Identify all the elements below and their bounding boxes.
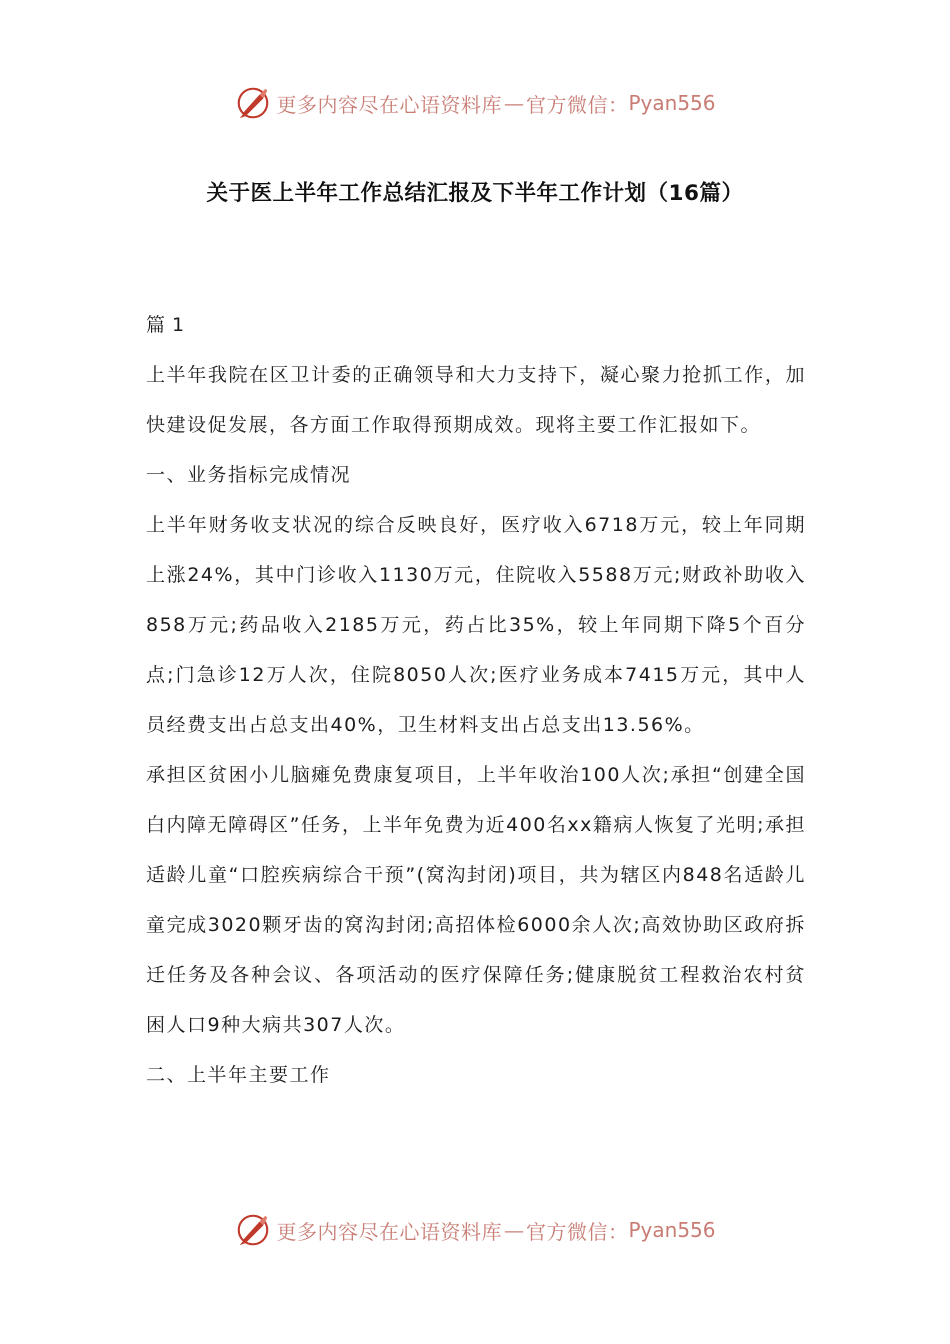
watermark-text: 更多内容尽在心语资料库 bbox=[276, 1219, 502, 1244]
watermark-dash: — bbox=[503, 91, 524, 115]
section-label: 篇 1 bbox=[146, 314, 185, 336]
section-heading-2: 二、上半年主要工作 bbox=[146, 1064, 331, 1086]
watermark-account: Pyan556 bbox=[628, 1218, 716, 1242]
header-watermark bbox=[0, 79, 950, 127]
footer-watermark bbox=[0, 1206, 950, 1254]
watermark-contact: 官方微信： bbox=[525, 92, 629, 117]
watermark-text: 更多内容尽在心语资料库 bbox=[276, 92, 502, 117]
watermark-contact: 官方微信： bbox=[525, 1219, 629, 1244]
pen-nib-logo-icon bbox=[234, 84, 272, 122]
pen-nib-logo-icon bbox=[234, 1211, 272, 1249]
intro-paragraph: 上半年我院在区卫计委的正确领导和大力支持下，凝心聚力抢抓工作，加快建设促发展，各方面工作取得预期成效。现将主要工作汇报如下。 bbox=[146, 364, 806, 436]
document-body bbox=[146, 300, 806, 1100]
watermark-account: Pyan556 bbox=[628, 91, 716, 115]
projects-paragraph: 承担区贫困小儿脑瘫免费康复项目，上半年收治100人次;承担“创建全国白内障无障碍区”任务，上半年免费为近400名xx籍病人恢复了光明;承担适龄儿童“口腔疾病综合干预”(窝沟封闭)项目，共为辖区内848名适龄儿童完成3020颗牙齿的窝沟封闭;高招体检6000余人次;高效协助区政府拆迁任务及各种会议、各项活动的医疗保障任务;健康脱贫工程救治农村贫困人口9种大病共307人次。 bbox=[146, 764, 806, 1036]
document-title: 关于医上半年工作总结汇报及下半年工作计划（16篇） bbox=[206, 181, 744, 206]
finance-paragraph: 上半年财务收支状况的综合反映良好，医疗收入6718万元，较上年同期上涨24%，其中门诊收入1130万元，住院收入5588万元;财政补助收入858万元;药品收入2185万元，药占比35%，较上年同期下降5个百分点;门急诊12万人次，住院8050人次;医疗业务成本7415万元，其中人员经费支出占总支出40%，卫生材料支出占总支出13.56%。 bbox=[146, 514, 806, 736]
watermark-dash: — bbox=[503, 1218, 524, 1242]
section-heading-1: 一、业务指标完成情况 bbox=[146, 464, 352, 486]
